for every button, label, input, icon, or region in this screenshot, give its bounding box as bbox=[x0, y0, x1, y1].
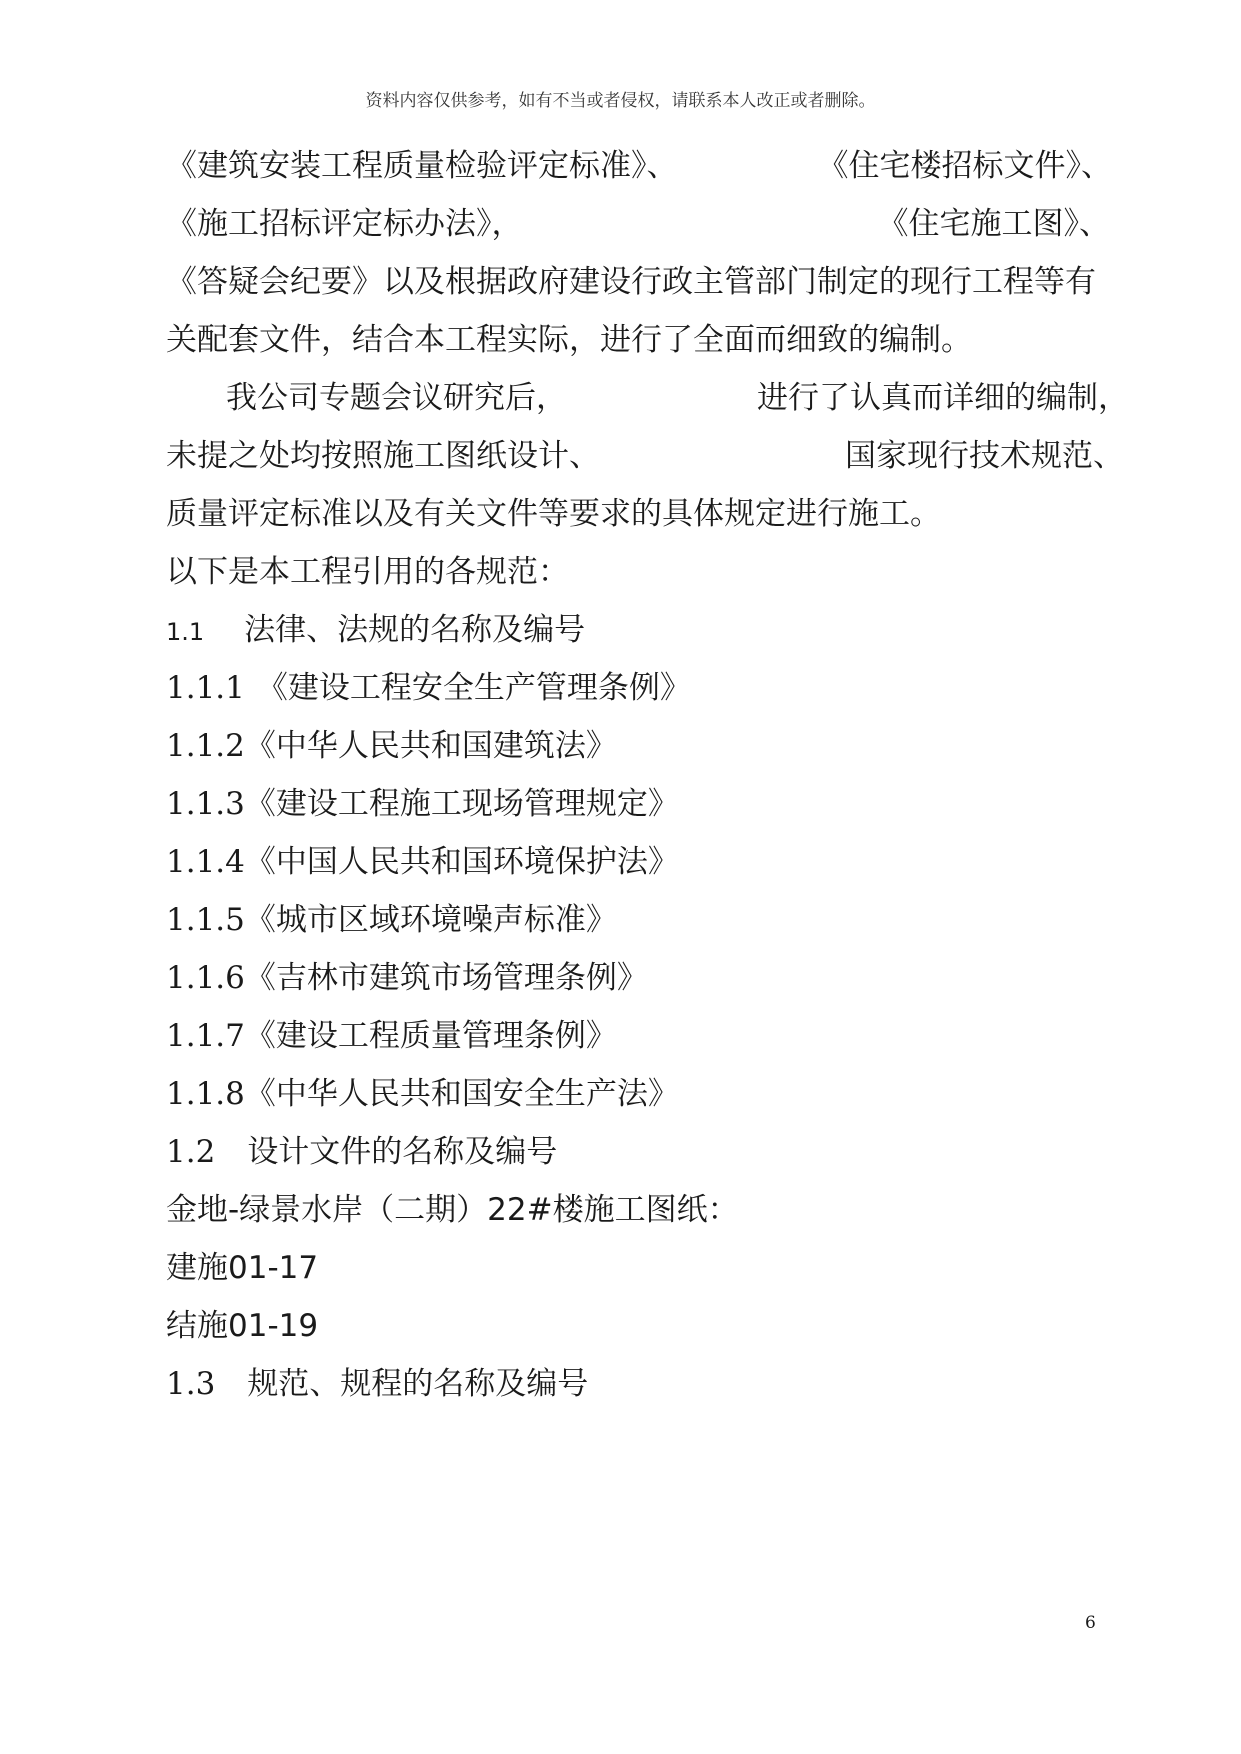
section-number: 1.1 bbox=[166, 618, 205, 646]
text-segment: 我公司专题会议研究后， bbox=[226, 380, 567, 416]
list-item-law bbox=[166, 726, 617, 766]
paragraph1-line1 bbox=[166, 146, 1112, 186]
section-title: 法律、法规的名称及编号 bbox=[244, 612, 586, 648]
paragraph2-line1 bbox=[226, 378, 1129, 418]
text-segment: 进行了认真而详细的编制， bbox=[757, 380, 1129, 416]
paragraph2-line3: 质量评定标准以及有关文件等要求的具体规定进行施工。 bbox=[166, 496, 941, 532]
item-number: 1.1.3 bbox=[166, 786, 245, 822]
item-number: 1.1.2 bbox=[166, 728, 245, 764]
section-number: 1.2 bbox=[166, 1134, 216, 1170]
drawings-title: 金地-绿景水岸（二期）22#楼施工图纸： bbox=[166, 1192, 739, 1228]
text-segment: 未提之处均按照施工图纸设计、 bbox=[166, 438, 600, 474]
section-number: 1.3 bbox=[166, 1366, 216, 1402]
section-heading-1-3 bbox=[166, 1364, 588, 1404]
paragraph1-line2 bbox=[166, 204, 1110, 244]
item-title: 《建设工程安全生产管理条例》 bbox=[256, 670, 691, 706]
list-item-law bbox=[166, 784, 679, 824]
list-item-law bbox=[166, 958, 648, 998]
text-segment: 《住宅楼招标文件》、 bbox=[817, 148, 1112, 184]
section-title: 规范、规程的名称及编号 bbox=[247, 1366, 589, 1402]
drawing-item: 建施01-17 bbox=[166, 1250, 319, 1286]
list-item-law bbox=[166, 668, 691, 708]
page-header-disclaimer: 资料内容仅供参考，如有不当或者侵权，请联系本人改正或者删除。 bbox=[365, 91, 876, 111]
text-segment: 《建筑安装工程质量检验评定标准》、 bbox=[166, 148, 678, 184]
list-item-law bbox=[166, 842, 679, 882]
section-heading-1-2 bbox=[166, 1132, 557, 1172]
text-segment: 国家现行技术规范、 bbox=[845, 438, 1124, 474]
section-heading-1-1 bbox=[166, 610, 585, 652]
list-item-law bbox=[166, 1074, 679, 1114]
drawing-item: 结施01-19 bbox=[166, 1308, 319, 1344]
item-number: 1.1.4 bbox=[166, 844, 245, 880]
item-title: 《建设工程质量管理条例》 bbox=[244, 1018, 617, 1054]
page-number: 6 bbox=[1085, 1613, 1096, 1633]
item-number: 1.1.7 bbox=[166, 1018, 245, 1054]
paragraph1-line3: 《答疑会纪要》以及根据政府建设行政主管部门制定的现行工程等有 bbox=[166, 264, 1096, 300]
list-item-law bbox=[166, 900, 617, 940]
item-title: 《中华人民共和国建筑法》 bbox=[244, 728, 617, 764]
item-title: 《吉林市建筑市场管理条例》 bbox=[244, 960, 648, 996]
item-title: 《建设工程施工现场管理规定》 bbox=[244, 786, 679, 822]
item-title: 《中国人民共和国环境保护法》 bbox=[244, 844, 679, 880]
item-title: 《城市区域环境噪声标准》 bbox=[244, 902, 617, 938]
paragraph2-line2 bbox=[166, 436, 1124, 476]
intro-line: 以下是本工程引用的各规范： bbox=[166, 554, 569, 590]
text-segment: 《施工招标评定标办法》， bbox=[166, 206, 523, 242]
item-title: 《中华人民共和国安全生产法》 bbox=[244, 1076, 679, 1112]
item-number: 1.1.6 bbox=[166, 960, 245, 996]
text-segment: 《住宅施工图》、 bbox=[877, 206, 1110, 242]
paragraph1-line4: 关配套文件，结合本工程实际，进行了全面而细致的编制。 bbox=[166, 322, 972, 358]
item-number: 1.1.5 bbox=[166, 902, 245, 938]
section-title: 设计文件的名称及编号 bbox=[247, 1134, 558, 1170]
item-number: 1.1.1 bbox=[166, 670, 245, 706]
item-number: 1.1.8 bbox=[166, 1076, 245, 1112]
list-item-law bbox=[166, 1016, 617, 1056]
